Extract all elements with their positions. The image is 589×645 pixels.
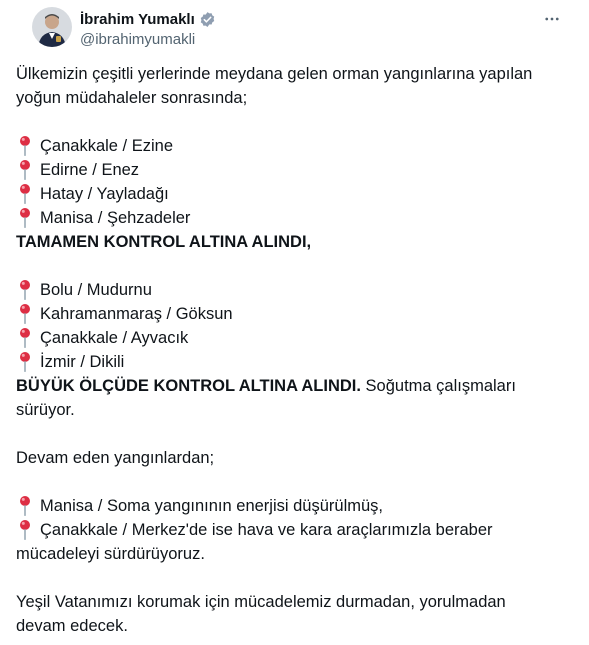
pushpin-icon (16, 207, 34, 229)
closing-line-2: devam edecek. (16, 617, 128, 635)
author-name[interactable]: İbrahim Yumaklı (80, 10, 195, 28)
list-item (16, 518, 576, 542)
list-item (16, 158, 576, 182)
list-item (16, 278, 576, 302)
location-text: Çanakkale / Ayvacık (40, 329, 189, 347)
verified-badge-icon (199, 11, 216, 28)
group2-status-line-2: sürüyor. (16, 401, 75, 419)
pushpin-icon (16, 183, 34, 205)
pushpin-icon (16, 159, 34, 181)
list-item (16, 350, 576, 374)
intro-line-1: Ülkemizin çeşitli yerlerinde meydana gelen orman yangınlarına yapılan (16, 65, 533, 83)
author-handle[interactable]: @ibrahimyumakli (80, 31, 196, 48)
intro-line-2: yoğun müdahaleler sonrasında; (16, 89, 248, 107)
list-item (16, 206, 576, 230)
location-text: Edirne / Enez (40, 161, 140, 179)
pushpin-icon (16, 519, 34, 541)
status-text-bold: BÜYÜK ÖLÇÜDE KONTROL ALTINA ALINDI. (16, 377, 361, 395)
list-item (16, 494, 576, 518)
group1-status (16, 230, 576, 254)
list-item (16, 326, 576, 350)
status-text-rest: Soğutma çalışmaları (360, 377, 516, 395)
pushpin-icon (16, 135, 34, 157)
ongoing-line-2: mücadeleyi sürdürüyoruz. (16, 545, 205, 563)
ongoing-text: Çanakkale / Merkez'de ise hava ve kara araçlarımızla beraber (40, 521, 493, 539)
location-text: Bolu / Mudurnu (40, 281, 152, 299)
location-text: Manisa / Şehzadeler (40, 209, 191, 227)
location-text: İzmir / Dikili (40, 353, 125, 371)
author-block (80, 9, 216, 48)
pushpin-icon (16, 279, 34, 301)
ongoing-text: Manisa / Soma yangınının enerjisi düşürülmüş, (40, 497, 384, 515)
list-item (16, 302, 576, 326)
pushpin-icon (16, 351, 34, 373)
location-text: Kahramanmaraş / Göksun (40, 305, 233, 323)
location-text: Hatay / Yayladağı (40, 185, 169, 203)
list-item (16, 134, 576, 158)
more-options-icon[interactable] (541, 8, 563, 30)
tweet-text (16, 62, 576, 638)
location-text: Çanakkale / Ezine (40, 137, 173, 155)
closing-line-1: Yeşil Vatanımızı korumak için mücadelemiz durmadan, yorulmadan (16, 593, 506, 611)
pushpin-icon (16, 495, 34, 517)
status-text: TAMAMEN KONTROL ALTINA ALINDI, (16, 233, 312, 251)
tweet-header (16, 0, 573, 62)
group2-status (16, 374, 576, 398)
pushpin-icon (16, 327, 34, 349)
avatar[interactable] (32, 7, 72, 47)
ongoing-heading: Devam eden yangınlardan; (16, 449, 215, 467)
pushpin-icon (16, 303, 34, 325)
list-item (16, 182, 576, 206)
